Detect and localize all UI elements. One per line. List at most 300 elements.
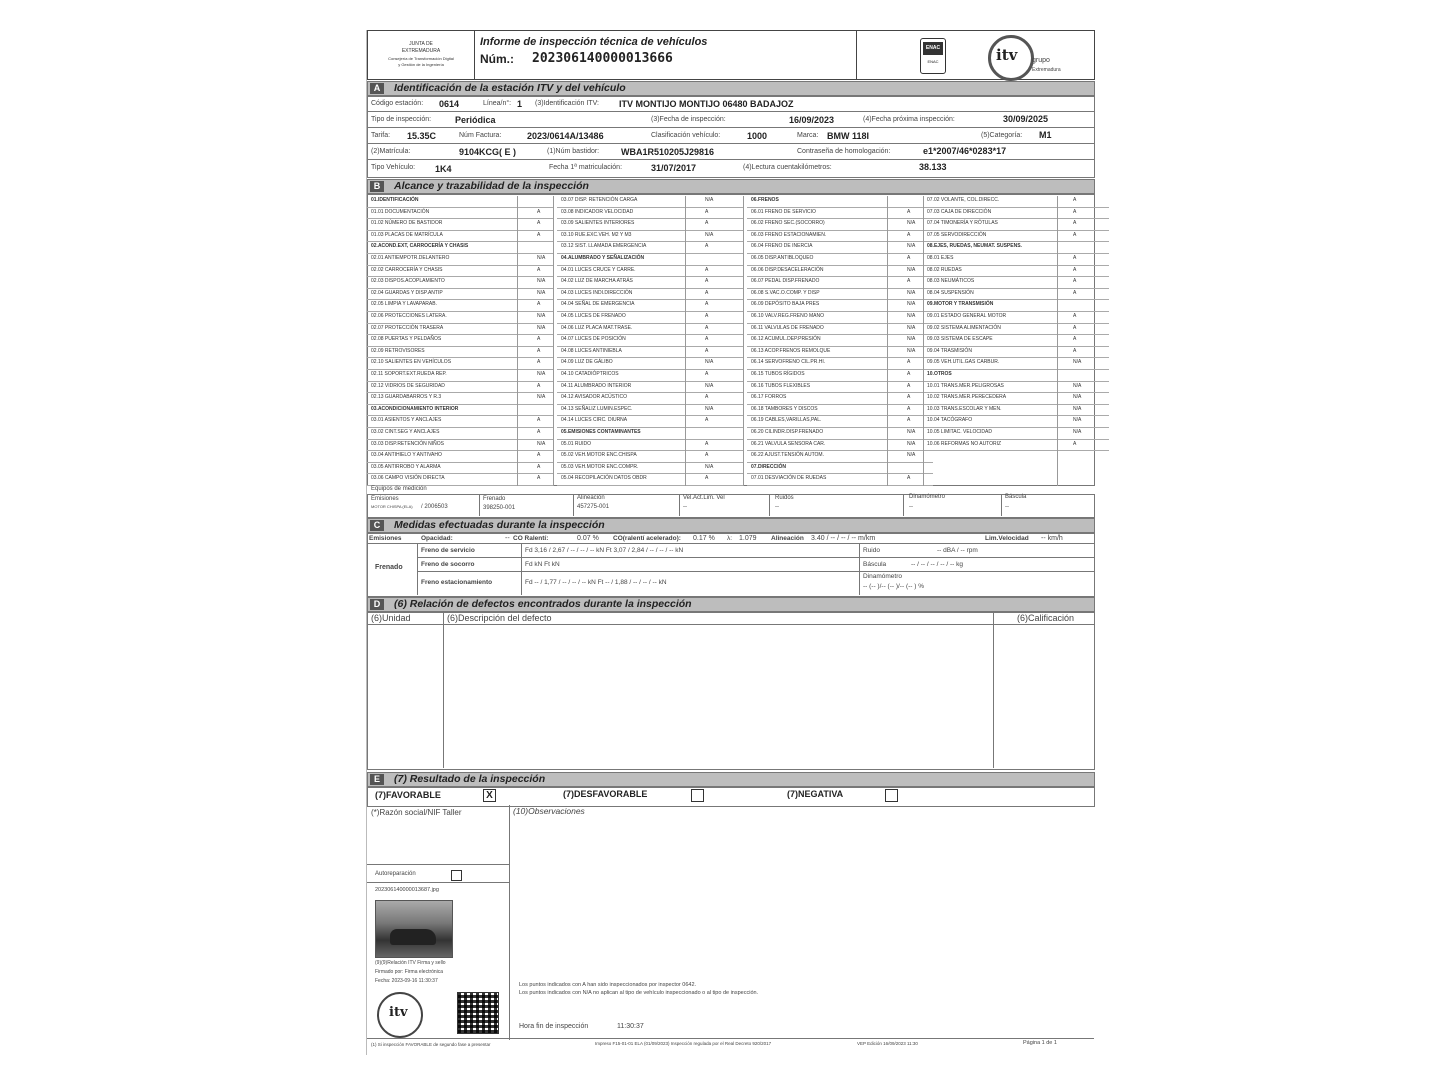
scope-item-label: 04.10 CATADIÓPTRICOS [561, 371, 619, 377]
report-header [367, 30, 1095, 80]
scope-item-result: A [907, 255, 911, 261]
tarifa-value: 15.35C [407, 131, 437, 141]
equipo-emisiones-sub: MOTOR CHISPA (ELA) [371, 504, 413, 509]
homologacion-value: e1*2007/46*0283*17 [923, 146, 1007, 156]
footer-note: (1) Si inspección FAVORABLE de segundo fase a presentar [371, 1042, 491, 1047]
scope-item-result: A [907, 231, 911, 238]
scope-row-divider [747, 311, 933, 312]
scope-item-label: 04.01 LUCES CRUCE Y CARRE. [561, 266, 636, 273]
freno-socorro-label: Freno de socorro [421, 561, 475, 568]
scope-item-label: 02.09 RETROVISORES [371, 347, 425, 354]
scope-item-result: A [537, 301, 541, 308]
equipo-bascula-label: Báscula [1005, 494, 1027, 500]
scope-row-divider [747, 381, 933, 382]
firma-line-3: Fecha: 2023-09-16 11:30:37 [375, 978, 438, 984]
matricula-value: 9104KCG( E ) [459, 147, 517, 157]
col-descripcion: (6)Descripción del defecto [447, 613, 552, 623]
freno-servicio-value: Fd 3,16 / 2,67 / -- / -- / -- kN Ft 3,07 / 2,84 / -- / -- / -- kN [525, 547, 684, 554]
scope-item-label: 08.04 SUSPENSIÓN [927, 289, 974, 296]
scope-item-result: N/A [537, 278, 546, 285]
scope-row-divider [557, 265, 743, 266]
scope-item-label: 01.01 DOCUMENTACIÓN [371, 208, 430, 215]
enac-logo-top: ENAC [923, 42, 943, 55]
categoria-label: (5)Categoría: [981, 132, 1023, 139]
scope-item-result: A [705, 266, 709, 273]
freno-socorro-value: Fd kN Ft kN [525, 561, 560, 568]
scope-row-divider [923, 369, 1109, 370]
scope-row-divider [557, 381, 743, 382]
scope-item-result: A [907, 359, 911, 366]
scope-item-result: N/A [705, 463, 714, 470]
scope-item-label: 06.06 DISP.DESACELERACIÓN [751, 266, 824, 273]
scope-item-result: N/A [705, 231, 714, 238]
equipo-emisiones-value: / 2006503 [421, 504, 448, 510]
section-b-letter: B [370, 181, 384, 192]
c-frenado-label: Frenado [375, 564, 403, 571]
firma-line-1: (9)(9)Relación ITV Firma y sello [375, 960, 446, 966]
scope-item-result: A [705, 475, 709, 482]
scope-item-result: N/A [907, 243, 916, 250]
cuentakm-value: 38.133 [919, 162, 947, 172]
scope-item-result: A [907, 371, 911, 377]
scope-row-divider [747, 241, 933, 242]
scope-item-label: 04.08 LUCES ANTINIEBLA [561, 347, 622, 354]
scope-item-label: 06.14 SERVOFRENO CIL.PR.HI. [751, 359, 826, 366]
linea-label: Línea/n°: [483, 100, 512, 107]
scope-row-divider [923, 311, 1109, 312]
section-b-header [367, 179, 1095, 194]
scope-item-result: A [705, 452, 709, 459]
scope-item-result: A [705, 243, 709, 250]
scope-item-result: A [705, 440, 709, 447]
tarifa-label: Tarifa: [371, 132, 391, 139]
scope-item-label: 08.03 NEUMÁTICOS [927, 278, 975, 285]
scope-row-divider [747, 462, 933, 463]
scope-item-label: 06.08 S.VAC.O.COMP. Y DISP [751, 289, 820, 296]
col-unidad: (6)Unidad [371, 613, 411, 623]
scope-item-label: 10.03 TRANS.ESCOLAR Y MEN. [927, 405, 1002, 412]
footer-edition: VEP Edición 16/09/2023 11:30 [857, 1041, 918, 1046]
scope-item-label: 07.02 VOLANTE, COL.DIRECC. [927, 197, 1000, 203]
scope-row-divider [367, 323, 553, 324]
scope-item-label: 07.03 CAJA DE DIRECCIÓN [927, 208, 992, 215]
scope-item-result: N/A [907, 336, 916, 343]
linea-value: 1 [517, 99, 523, 109]
itv-seal-text: itv [389, 1005, 408, 1020]
scope-item-label: 03.ACONDICIONAMIENTO INTERIOR [371, 405, 459, 412]
scope-item-label: 03.03 DISP.RETENCIÓN NIÑOS [371, 440, 444, 447]
scope-item-label: 06.04 FRENO DE INERCIA [751, 243, 813, 250]
scope-row-divider [747, 253, 933, 254]
scope-row-divider [923, 381, 1109, 382]
scope-item-result: N/A [705, 382, 714, 389]
scope-item-label: 09.03 SISTEMA DE ESCAPE [927, 336, 993, 343]
scope-row-divider [747, 369, 933, 370]
scope-row-divider [367, 299, 553, 300]
scope-row-divider [367, 369, 553, 370]
equipo-bascula-value: -- [1005, 504, 1009, 510]
section-a-letter: A [370, 83, 384, 94]
equipo-ruidos-value: -- [775, 504, 779, 510]
scope-item-result: A [907, 417, 911, 424]
report-number: 202306140000013666 [532, 51, 673, 66]
scope-row-divider [367, 404, 553, 405]
co-acelerado-label: CO(ralentí acelerado): [613, 535, 681, 542]
scope-row-divider [747, 323, 933, 324]
report-number-label: Núm.: [480, 52, 514, 66]
scope-item-result: A [1073, 220, 1077, 227]
section-e-letter: E [370, 774, 384, 785]
fecha-proxima-label: (4)Fecha próxima inspección: [863, 116, 955, 123]
scope-item-label: 09.MOTOR Y TRANSMISIÓN [927, 301, 994, 308]
codigo-estacion-value: 0614 [439, 99, 460, 109]
scope-item-label: 03.09 SALIENTES INTERIORES [561, 220, 635, 227]
vehicle-photo [375, 900, 453, 958]
scope-col-divider [685, 196, 686, 486]
scope-item-label: 10.02 TRANS.MER.PERECEDERA [927, 394, 1007, 401]
scope-item-label: 06.09 DEPÓSITO BAJA PRES [751, 301, 820, 308]
freno-estacionamiento-label: Freno estacionamiento [421, 579, 493, 586]
scope-item-label: 01.03 PLACAS DE MATRÍCULA [371, 231, 443, 238]
scope-row-divider [557, 230, 743, 231]
lim-velocidad-label: Lim.Velocidad [985, 535, 1029, 542]
favorable-checkbox: X [483, 789, 496, 802]
scope-item-label: 02.12 VIDRIOS DE SEGURIDAD [371, 382, 445, 389]
scope-item-result: N/A [1073, 359, 1082, 366]
scope-item-label: 06.21 VALVULA SENSORA CAR. [751, 440, 826, 447]
scope-item-label: 02.04 GUARDAS Y DISP.ANTIP [371, 289, 443, 296]
section-b-title: Alcance y trazabilidad de la inspección [394, 180, 589, 192]
scope-item-label: 06.02 FRENO SEC.(SOCORRO) [751, 220, 825, 227]
scope-item-result: N/A [1073, 405, 1082, 412]
equipo-velact-label: Vel.Act.Lim. Vel [683, 495, 725, 501]
scope-item-label: 04.09 LUZ DE GÁLIBO [561, 359, 613, 366]
footer-impreso: Impreso F15-01-01 ELA (01/09/2023) Inspección regulada por el Real Decreto 920/2017 [595, 1041, 772, 1046]
scope-item-result: A [1073, 324, 1077, 331]
title-block [476, 31, 857, 79]
scope-item-result: A [705, 208, 709, 215]
scope-row-divider [557, 427, 743, 428]
tipo-vehiculo-value: 1K4 [435, 164, 452, 174]
scope-item-label: 04.05 LUCES DE FRENADO [561, 313, 626, 319]
equipo-dinamometro-value: -- [909, 504, 913, 510]
scope-row-divider [923, 288, 1109, 289]
equipo-ruidos-label: Ruidos [775, 495, 794, 501]
c-dinamometro-label: Dinamómetro [863, 573, 903, 580]
observaciones-label: (10)Observaciones [513, 806, 585, 816]
fecha-inspeccion-label: (3)Fecha de inspección: [651, 116, 726, 123]
scope-item-result: A [1073, 278, 1077, 285]
scope-item-result: N/A [537, 289, 546, 296]
scope-item-label: 04.04 SEÑAL DE EMERGENCIA [561, 301, 635, 308]
scope-item-label: 01.IDENTIFICACIÓN [371, 197, 419, 203]
scope-col-divider [517, 196, 518, 486]
org-line-1: JUNTA DE [409, 41, 433, 47]
scope-item-result: A [907, 208, 911, 215]
scope-item-label: 06.19 CABLES,VARILLAS,PAL. [751, 417, 822, 424]
bastidor-label: (1)Núm bastidor: [547, 148, 600, 155]
scope-item-label: 02.13 GUARDABARROS Y R.3 [371, 394, 442, 401]
equipos-label: Equipos de medición [371, 486, 427, 492]
scope-item-label: 06.18 TAMBORES Y DISCOS [751, 405, 818, 412]
scope-row-divider [923, 253, 1109, 254]
scope-col-divider [553, 196, 554, 486]
scope-row-divider [367, 427, 553, 428]
scope-item-result: A [907, 382, 911, 389]
negativa-checkbox [885, 789, 898, 802]
equipo-frenado-label: Frenado [483, 496, 506, 502]
scope-row-divider [557, 462, 743, 463]
ident-itv-value: ITV MONTIJO MONTIJO 06480 BADAJOZ [619, 99, 794, 109]
scope-item-label: 05.02 VEH.MOTOR ENC.CHISPA [561, 452, 637, 459]
scope-row-divider [923, 450, 1109, 451]
scope-item-label: 06.16 TUBOS FLEXIBLES [751, 382, 811, 389]
scope-item-label: 06.05 DISP.ANTIBLOQUEO [751, 255, 814, 261]
scope-item-label: 06.17 FORROS [751, 394, 787, 401]
scope-item-result: A [537, 463, 541, 470]
scope-row-divider [747, 404, 933, 405]
scope-row-divider [367, 230, 553, 231]
scope-row-divider [747, 265, 933, 266]
col-calificacion: (6)Calificación [1017, 613, 1075, 623]
qr-code [457, 992, 499, 1034]
scope-item-result: A [537, 359, 541, 366]
scope-item-result: A [537, 452, 541, 459]
fecha-inspeccion-value: 16/09/2023 [789, 115, 835, 125]
puntos-line-1: Los puntos indicados con A han sido inspeccionados por inspector 0642. [519, 982, 697, 988]
scope-row-divider [557, 207, 743, 208]
autoreparacion-label: Autoreparación [375, 871, 416, 877]
scope-item-result: A [705, 394, 709, 401]
scope-item-label: 03.06 CAMPO VISIÓN DIRECTA [371, 475, 445, 482]
equipo-alineacion-label: Alineación [577, 495, 605, 501]
scope-item-result: N/A [1073, 382, 1082, 389]
c-alineacion-value: 3.40 / -- / -- / -- m/km [811, 535, 876, 542]
scope-row-divider [367, 381, 553, 382]
scope-item-label: 04.ALUMBRADO Y SEÑALIZACIÓN [561, 255, 645, 261]
scope-item-result: N/A [907, 289, 916, 296]
c-bascula-value: -- / -- / -- / -- / -- kg [911, 561, 963, 568]
scope-item-label: 09.02 SISTEMA ALIMENTACIÓN [927, 324, 1001, 331]
scope-row-divider [923, 241, 1109, 242]
scope-item-label: 08.02 RUEDAS [927, 266, 962, 273]
scope-row-divider [557, 241, 743, 242]
scope-row-divider [747, 485, 933, 486]
itv-logo-sub: grupo [1032, 57, 1050, 64]
scope-item-label: 04.12 AVISADOR ACÚSTICO [561, 394, 628, 401]
hora-fin-label: Hora fin de inspección [519, 1023, 589, 1030]
equipo-alineacion-value: 457275-001 [577, 504, 610, 510]
result-favorable-label: (7)FAVORABLE [375, 790, 441, 800]
co-ralenti-value: 0.07 % [577, 535, 599, 542]
scope-item-label: 04.07 LUCES DE POSICIÓN [561, 336, 626, 343]
scope-item-label: 10.06 REFORMAS NO AUTORIZ [927, 440, 1002, 447]
scope-col-divider [923, 196, 924, 486]
scope-item-label: 06.13 ACOP.FRENOS REMOLQUE [751, 347, 831, 354]
scope-row-divider [923, 427, 1109, 428]
scope-row-divider [923, 230, 1109, 231]
scope-row-divider [557, 253, 743, 254]
section-c-title: Medidas efectuadas durante la inspección [394, 519, 605, 531]
equipo-velact-value: -- [683, 504, 687, 510]
c-dinamometro-value: -- (-- )/-- (-- )/-- (-- ) % [863, 583, 924, 590]
equipo-dinamometro-label: Dinamómetro [909, 494, 946, 500]
scope-item-label: 06.03 FRENO ESTACIONAMIEN. [751, 231, 827, 238]
inspection-report-sheet [366, 30, 1095, 1055]
scope-item-label: 10.01 TRANS.MER.PELIGROSAS [927, 382, 1004, 389]
scope-item-label: 06.12 ACUMUL.DEP.PRESIÓN [751, 336, 821, 343]
scope-item-result: N/A [537, 371, 546, 377]
scope-item-result: N/A [1073, 394, 1082, 401]
itv-logo-text: itv [996, 46, 1018, 64]
scope-row-divider [747, 230, 933, 231]
itv-logo [988, 35, 1034, 81]
scope-item-label: 04.11 ALUMBRADO INTERIOR [561, 382, 632, 389]
scope-row-divider [367, 439, 553, 440]
scope-item-label: 08.01 EJES [927, 255, 954, 261]
scope-item-label: 02.03 DISPOS.ACOPLAMIENTO [371, 278, 445, 285]
scope-item-result: A [705, 371, 709, 377]
scope-row-divider [747, 392, 933, 393]
scope-item-label: 04.03 LUCES INDI.DIRECCIÓN [561, 289, 633, 296]
photo-filename: 202306140000013687.jpg [375, 887, 439, 893]
scope-row-divider [923, 346, 1109, 347]
scope-col-divider [743, 196, 744, 486]
scope-item-label: 10.04 TACÓGRAFO [927, 417, 973, 424]
org-line-4: y Gestión de la Ingeniería [398, 62, 444, 67]
scope-item-result: A [1073, 208, 1077, 215]
scope-item-label: 06.15 TUBOS RÍGIDOS [751, 371, 805, 377]
result-desfavorable-label: (7)DESFAVORABLE [563, 789, 648, 799]
scope-item-result: A [537, 475, 541, 482]
scope-item-label: 07.05 SERVODIRECCIÓN [927, 231, 987, 238]
scope-item-result: A [705, 347, 709, 354]
scope-item-label: 10.05 LIMITAC. VELOCIDAD [927, 429, 992, 435]
co-acelerado-value: 0.17 % [693, 535, 715, 542]
section-e-header [367, 772, 1095, 787]
scope-item-label: 05.04 RECOPILACIÓN DATOS OBDR [561, 475, 647, 482]
freno-servicio-label: Freno de servicio [421, 547, 475, 554]
scope-item-result: A [907, 278, 911, 285]
scope-item-result: N/A [907, 301, 916, 308]
scope-item-label: 07.DIRECCIÓN [751, 463, 787, 470]
scope-row-divider [557, 404, 743, 405]
enac-logo-bottom: ENAC [927, 59, 939, 64]
scope-item-label: 02.07 PROTECCIÓN TRASERA [371, 324, 444, 331]
scope-item-result: N/A [537, 313, 546, 319]
scope-row-divider [923, 207, 1109, 208]
scope-row-divider [557, 346, 743, 347]
scope-row-divider [923, 265, 1109, 266]
matricula-label: (2)Matrícula: [371, 148, 411, 155]
scope-item-result: A [1073, 197, 1077, 203]
scope-row-divider [557, 311, 743, 312]
scope-item-result: A [1073, 289, 1077, 296]
scope-item-result: A [1073, 231, 1077, 238]
scope-row-divider [923, 357, 1109, 358]
scope-row-divider [557, 323, 743, 324]
scope-row-divider [557, 415, 743, 416]
scope-item-result: N/A [537, 324, 546, 331]
section-a-header [367, 81, 1095, 96]
scope-item-result: N/A [705, 197, 714, 203]
scope-item-label: 04.14 LUCES CIRC. DIURNA [561, 417, 628, 424]
scope-row-divider [557, 369, 743, 370]
scope-row-divider [557, 439, 743, 440]
scope-item-label: 04.02 LUZ DE MARCHA ATRÁS [561, 278, 633, 285]
marca-value: BMW 118I [827, 131, 870, 141]
scope-item-result: A [705, 324, 709, 331]
scope-row-divider [557, 218, 743, 219]
fecha-proxima-value: 30/09/2025 [1003, 114, 1049, 124]
scope-item-result: N/A [1073, 429, 1082, 435]
scope-item-result: A [705, 313, 709, 319]
scope-item-label: 02.08 PUERTAS Y PELDAÑOS [371, 336, 442, 343]
scope-row-divider [923, 439, 1109, 440]
scope-row-divider [923, 334, 1109, 335]
scope-item-label: 06.10 VALV.REG.FRENO MANO [751, 313, 824, 319]
scope-row-divider [747, 415, 933, 416]
footer-page: Página 1 de 1 [1023, 1040, 1057, 1046]
equipo-emisiones-label: Emisiones [371, 496, 399, 502]
scope-row-divider [367, 253, 553, 254]
c-alineacion-label: Alineación [771, 535, 804, 542]
autoreparacion-checkbox [451, 870, 462, 881]
c-ruido-label: Ruido [863, 547, 880, 554]
co-ralenti-label: CO Ralentí: [513, 535, 549, 542]
result-negativa-label: (7)NEGATIVA [787, 789, 844, 799]
scope-item-label: 02.ACOND.EXT, CARROCERÍA Y CHASIS [371, 243, 469, 250]
scope-item-result: N/A [705, 359, 714, 366]
section-a-title: Identificación de la estación ITV y del vehículo [394, 82, 626, 94]
scope-row-divider [747, 288, 933, 289]
scope-item-result: A [907, 405, 911, 412]
codigo-estacion-label: Código estación: [371, 100, 424, 107]
scope-row-divider [367, 207, 553, 208]
scope-item-result: A [907, 475, 911, 482]
scope-row-divider [367, 276, 553, 277]
scope-row-divider [747, 218, 933, 219]
scope-item-label: 07.04 TIMONERÍA Y RÓTULAS [927, 220, 998, 227]
enac-logo [920, 38, 946, 74]
scope-row-divider [747, 439, 933, 440]
scope-item-label: 10.OTROS [927, 371, 952, 377]
scope-item-result: A [1073, 313, 1077, 319]
categoria-value: M1 [1039, 130, 1052, 140]
section-d-header [367, 597, 1095, 612]
scope-row-divider [557, 450, 743, 451]
scope-item-label: 03.05 ANTIRROBO Y ALARMA [371, 463, 441, 470]
scope-row-divider [747, 357, 933, 358]
c-bascula-label: Báscula [863, 561, 887, 568]
section-d-letter: D [370, 599, 384, 610]
scope-item-result: A [1073, 347, 1077, 354]
scope-row-divider [557, 288, 743, 289]
scope-item-result: N/A [537, 255, 546, 261]
lambda-value: 1.079 [739, 535, 757, 542]
scope-row-divider [747, 427, 933, 428]
scope-item-result: N/A [705, 405, 714, 412]
scope-item-label: 07.01 DESVIACIÓN DE RUEDAS [751, 475, 827, 482]
scope-row-divider [747, 346, 933, 347]
scope-item-result: A [705, 336, 709, 343]
org-line-2: EXTREMADURA [401, 48, 441, 54]
scope-item-result: A [705, 289, 709, 296]
scope-item-label: 02.11 SOPORT.EXT.RUEDA REP. [371, 371, 447, 377]
scope-item-result: N/A [907, 429, 916, 435]
scope-row-divider [367, 415, 553, 416]
scope-item-label: 03.12 SIST. LLAMADA EMERGENCIA [561, 243, 647, 250]
